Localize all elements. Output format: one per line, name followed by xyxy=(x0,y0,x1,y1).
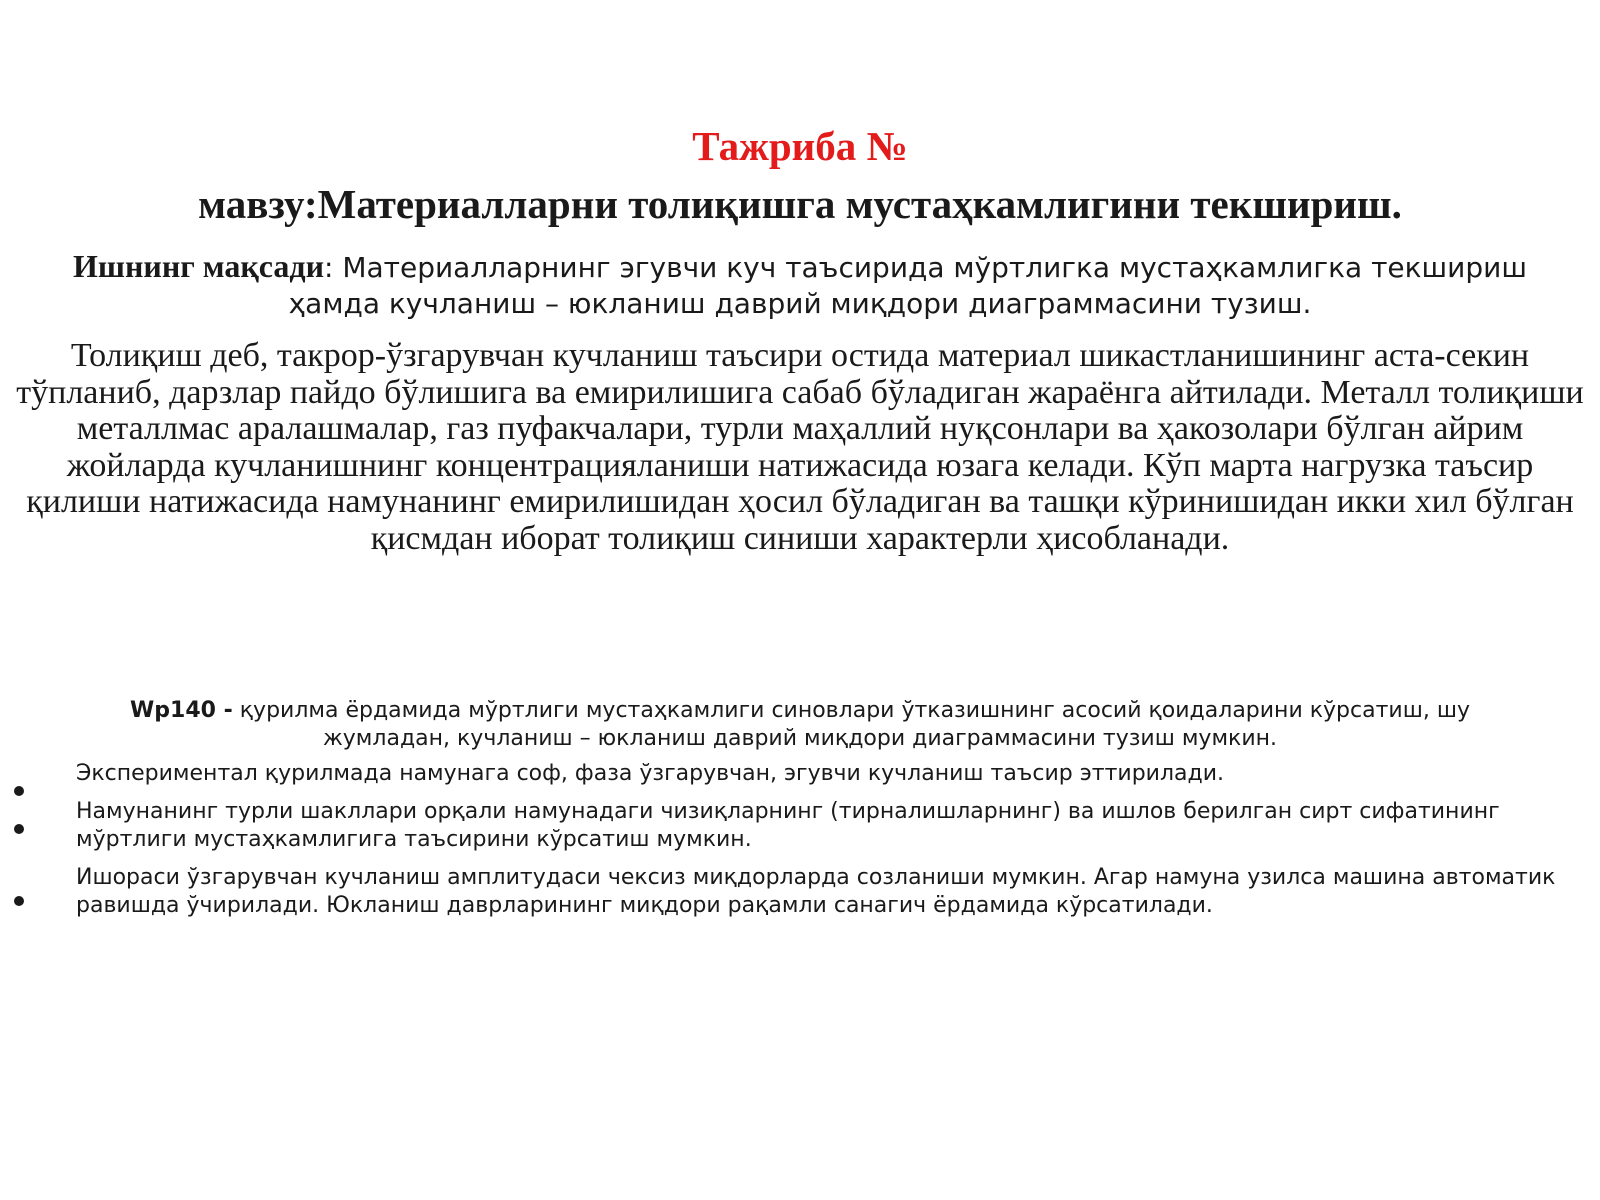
bullet-dot-icon xyxy=(14,786,24,796)
device-text: қурилма ёрдамида мўртлиги мустаҳкамлиги синовлари ўтказишнинг асосий қоидаларини кўрсатиш, шу жумладан, кучланиш – юкланиш даврий миқдори диаграммасини тузиш мумкин. xyxy=(232,698,1470,751)
list-item xyxy=(0,864,1600,920)
goal-text: Материалларнинг эгувчи куч таъсирида мўртлигка мустаҳкамлигка текшириш ҳамда кучланиш – юкланиш даврий миқдори диаграммасини тузиш. xyxy=(288,251,1527,320)
fatigue-description: Толиқиш деб, такрор-ўзгарувчан кучланиш таъсири остида материал шикастланишининг аста-секин тўпланиб, дарзлар пайдо бўлишига ва емирилишига сабаб бўладиган жараёнга айтилади. Металл толиқиши металлмас аралашмалар, газ пуфакчалари, турли маҳаллий нуқсонлари ва ҳакозолари бўлган айрим жойларда кучланишнинг концентрацияланиши натижасида юзага келади. Кўп марта нагрузка таъсир қилиши натижасида намунанинг емирилишидан ҳосил бўладиган ва ташқи кўринишидан икки хил бўлган қисмдан иборат толиқиш синиши характерли ҳисобланади. xyxy=(16,337,1584,557)
device-paragraph xyxy=(80,697,1520,753)
bullet-list xyxy=(0,760,1600,930)
experiment-title: Тажриба № xyxy=(692,123,908,169)
goal-label: Ишнинг мақсади xyxy=(73,248,325,284)
bullet-text: Экспериментал қурилмада намунага соф, фаза ўзгарувчан, эгувчи кучланиш таъсир эттирилади. xyxy=(76,761,1225,786)
device-name: Wp140 - xyxy=(130,698,233,723)
bullet-text: Намунанинг турли шакллари орқали намунадаги чизиқларнинг (тирналишларнинг) ва ишлов берилган сирт сифатининг мўртлиги мустаҳкамлигига таъсирини кўрсатиш мумкин. xyxy=(76,799,1500,852)
bullet-text: Ишораси ўзгарувчан кучланиш амплитудаси чексиз миқдорларда созланиши мумкин. Агар намуна узилса машина автоматик равишда ўчирилади. Юкланиш даврларининг миқдори рақамли санагич ёрдамида кўрсатилади. xyxy=(76,865,1556,918)
list-item xyxy=(0,760,1600,788)
subject-heading: мавзу:Материалларни толиқишга мустаҳкамлигини текшириш. xyxy=(198,181,1402,227)
goal-separator: : xyxy=(324,251,334,284)
goal-paragraph xyxy=(60,248,1540,322)
bullet-dot-icon xyxy=(14,824,24,834)
bullet-dot-icon xyxy=(14,896,24,906)
list-item xyxy=(0,798,1600,854)
